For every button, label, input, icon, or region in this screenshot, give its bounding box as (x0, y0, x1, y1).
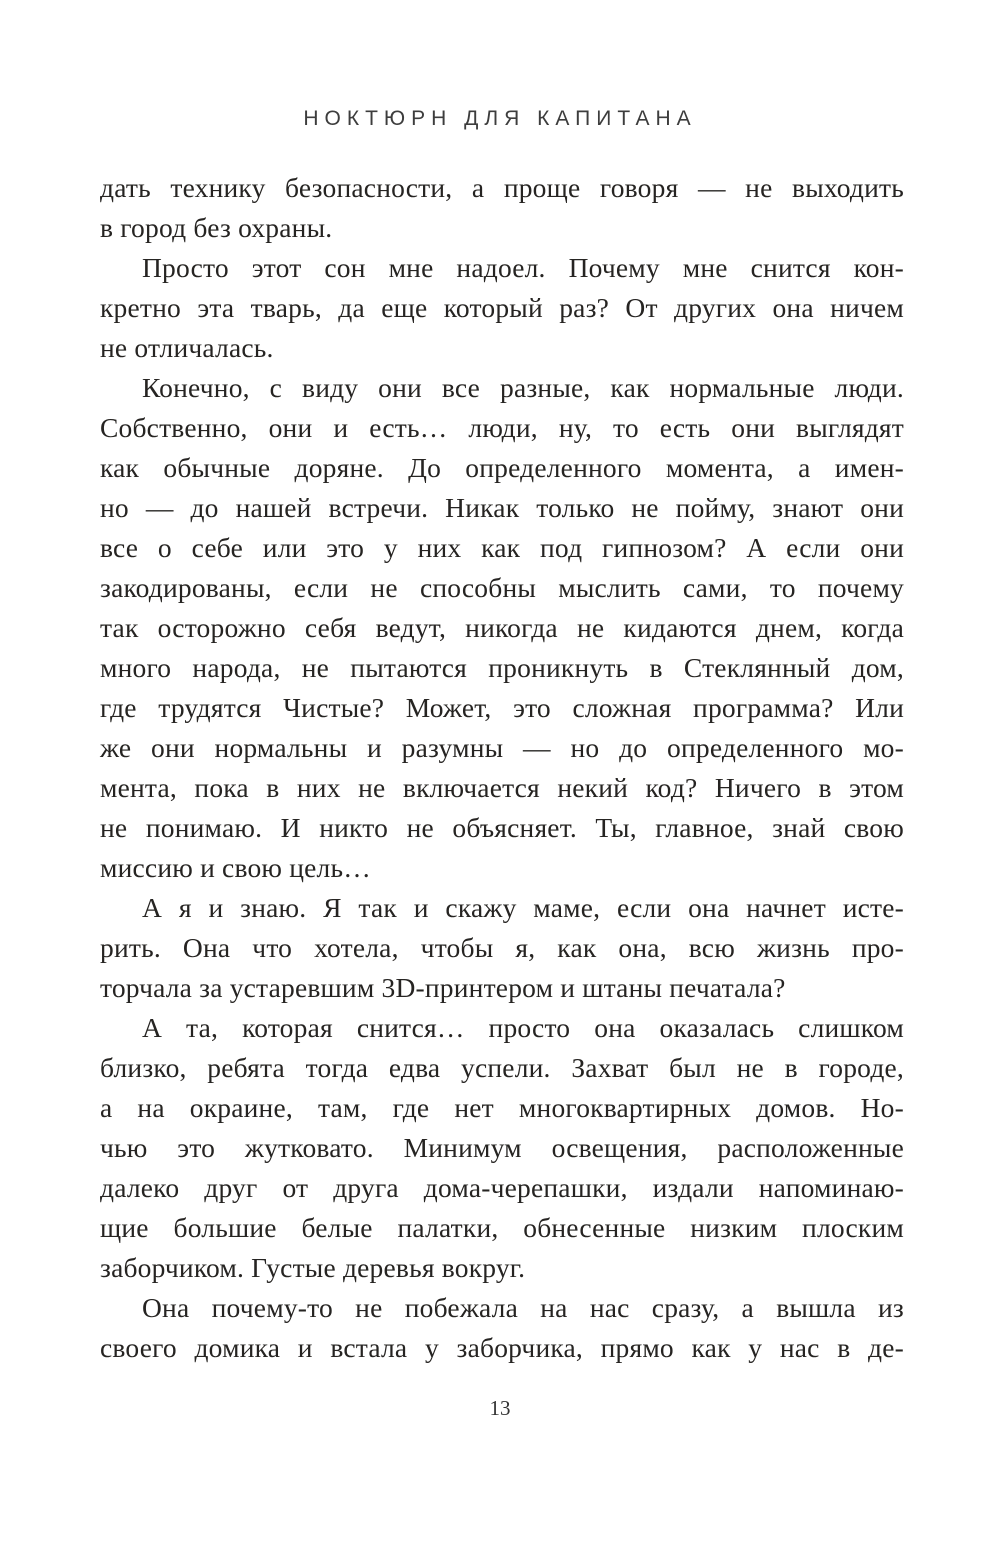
text-line: дать технику безопасности, а проще говоря — не выходить (100, 172, 904, 203)
text-line: кретно эта тварь, да еще который раз? От других она ничем (100, 292, 904, 323)
text-line: много народа, не пытаются проникнуть в Стеклянный дом, (100, 652, 904, 683)
text-line: далеко друг от друга дома-черепашки, издали напоминаю- (100, 1172, 904, 1203)
text-line: закодированы, если не способны мыслить сами, то почему (100, 572, 904, 603)
page-number: 13 (489, 1396, 511, 1420)
text-line: А я и знаю. Я так и скажу маме, если она начнет исте- (142, 892, 904, 923)
running-header: НОКТЮРН ДЛЯ КАПИТАНА (303, 107, 697, 130)
text-line: близко, ребята тогда едва успели. Захват был не в городе, (100, 1052, 904, 1083)
text-line: заборчиком. Густые деревья вокруг. (100, 1252, 526, 1283)
text-line: как обычные доряне. До определенного момента, а имен- (100, 452, 904, 483)
text-line: Конечно, с виду они все разные, как нормальные люди. (142, 372, 904, 403)
body-text (100, 168, 904, 1368)
text-line: же они нормальны и разумны — но до определенного мо- (100, 732, 904, 763)
text-line: рить. Она что хотела, чтобы я, как она, всю жизнь про- (100, 932, 904, 963)
text-line: не понимаю. И никто не объясняет. Ты, главное, знай свою (100, 812, 904, 843)
text-line: торчала за устаревшим 3D-принтером и штаны печатала? (100, 972, 786, 1003)
text-line: Собственно, они и есть… люди, ну, то есть они выглядят (100, 412, 904, 443)
text-line: А та, которая снится… просто она оказалась слишком (142, 1012, 904, 1043)
paragraph (100, 168, 904, 248)
text-line: в город без охраны. (100, 212, 333, 243)
text-line: так осторожно себя ведут, никогда не кидаются днем, когда (100, 612, 904, 643)
text-line: Просто этот сон мне надоел. Почему мне снится кон- (142, 252, 904, 283)
text-line: щие большие белые палатки, обнесенные низким плоским (100, 1212, 904, 1243)
text-line: но — до нашей встречи. Никак только не пойму, знают они (100, 492, 904, 523)
text-line: все о себе или это у них как под гипнозом? А если они (100, 532, 904, 563)
text-line: чью это жутковато. Минимум освещения, расположенные (100, 1132, 904, 1163)
text-line: миссию и свою цель… (100, 852, 371, 883)
text-line: мента, пока в них не включается некий код? Ничего в этом (100, 772, 904, 803)
paragraph (100, 368, 904, 888)
text-line: где трудятся Чистые? Может, это сложная программа? Или (100, 692, 904, 723)
paragraph (100, 1008, 904, 1288)
text-line: а на окраине, там, где нет многоквартирных домов. Но- (100, 1092, 904, 1123)
paragraph (100, 1288, 904, 1368)
text-line: своего домика и встала у заборчика, прямо как у нас в де- (100, 1332, 904, 1363)
paragraph (100, 888, 904, 1008)
paragraph (100, 248, 904, 368)
text-line: не отличалась. (100, 332, 274, 363)
text-line: Она почему-то не побежала на нас сразу, а вышла из (142, 1292, 904, 1323)
